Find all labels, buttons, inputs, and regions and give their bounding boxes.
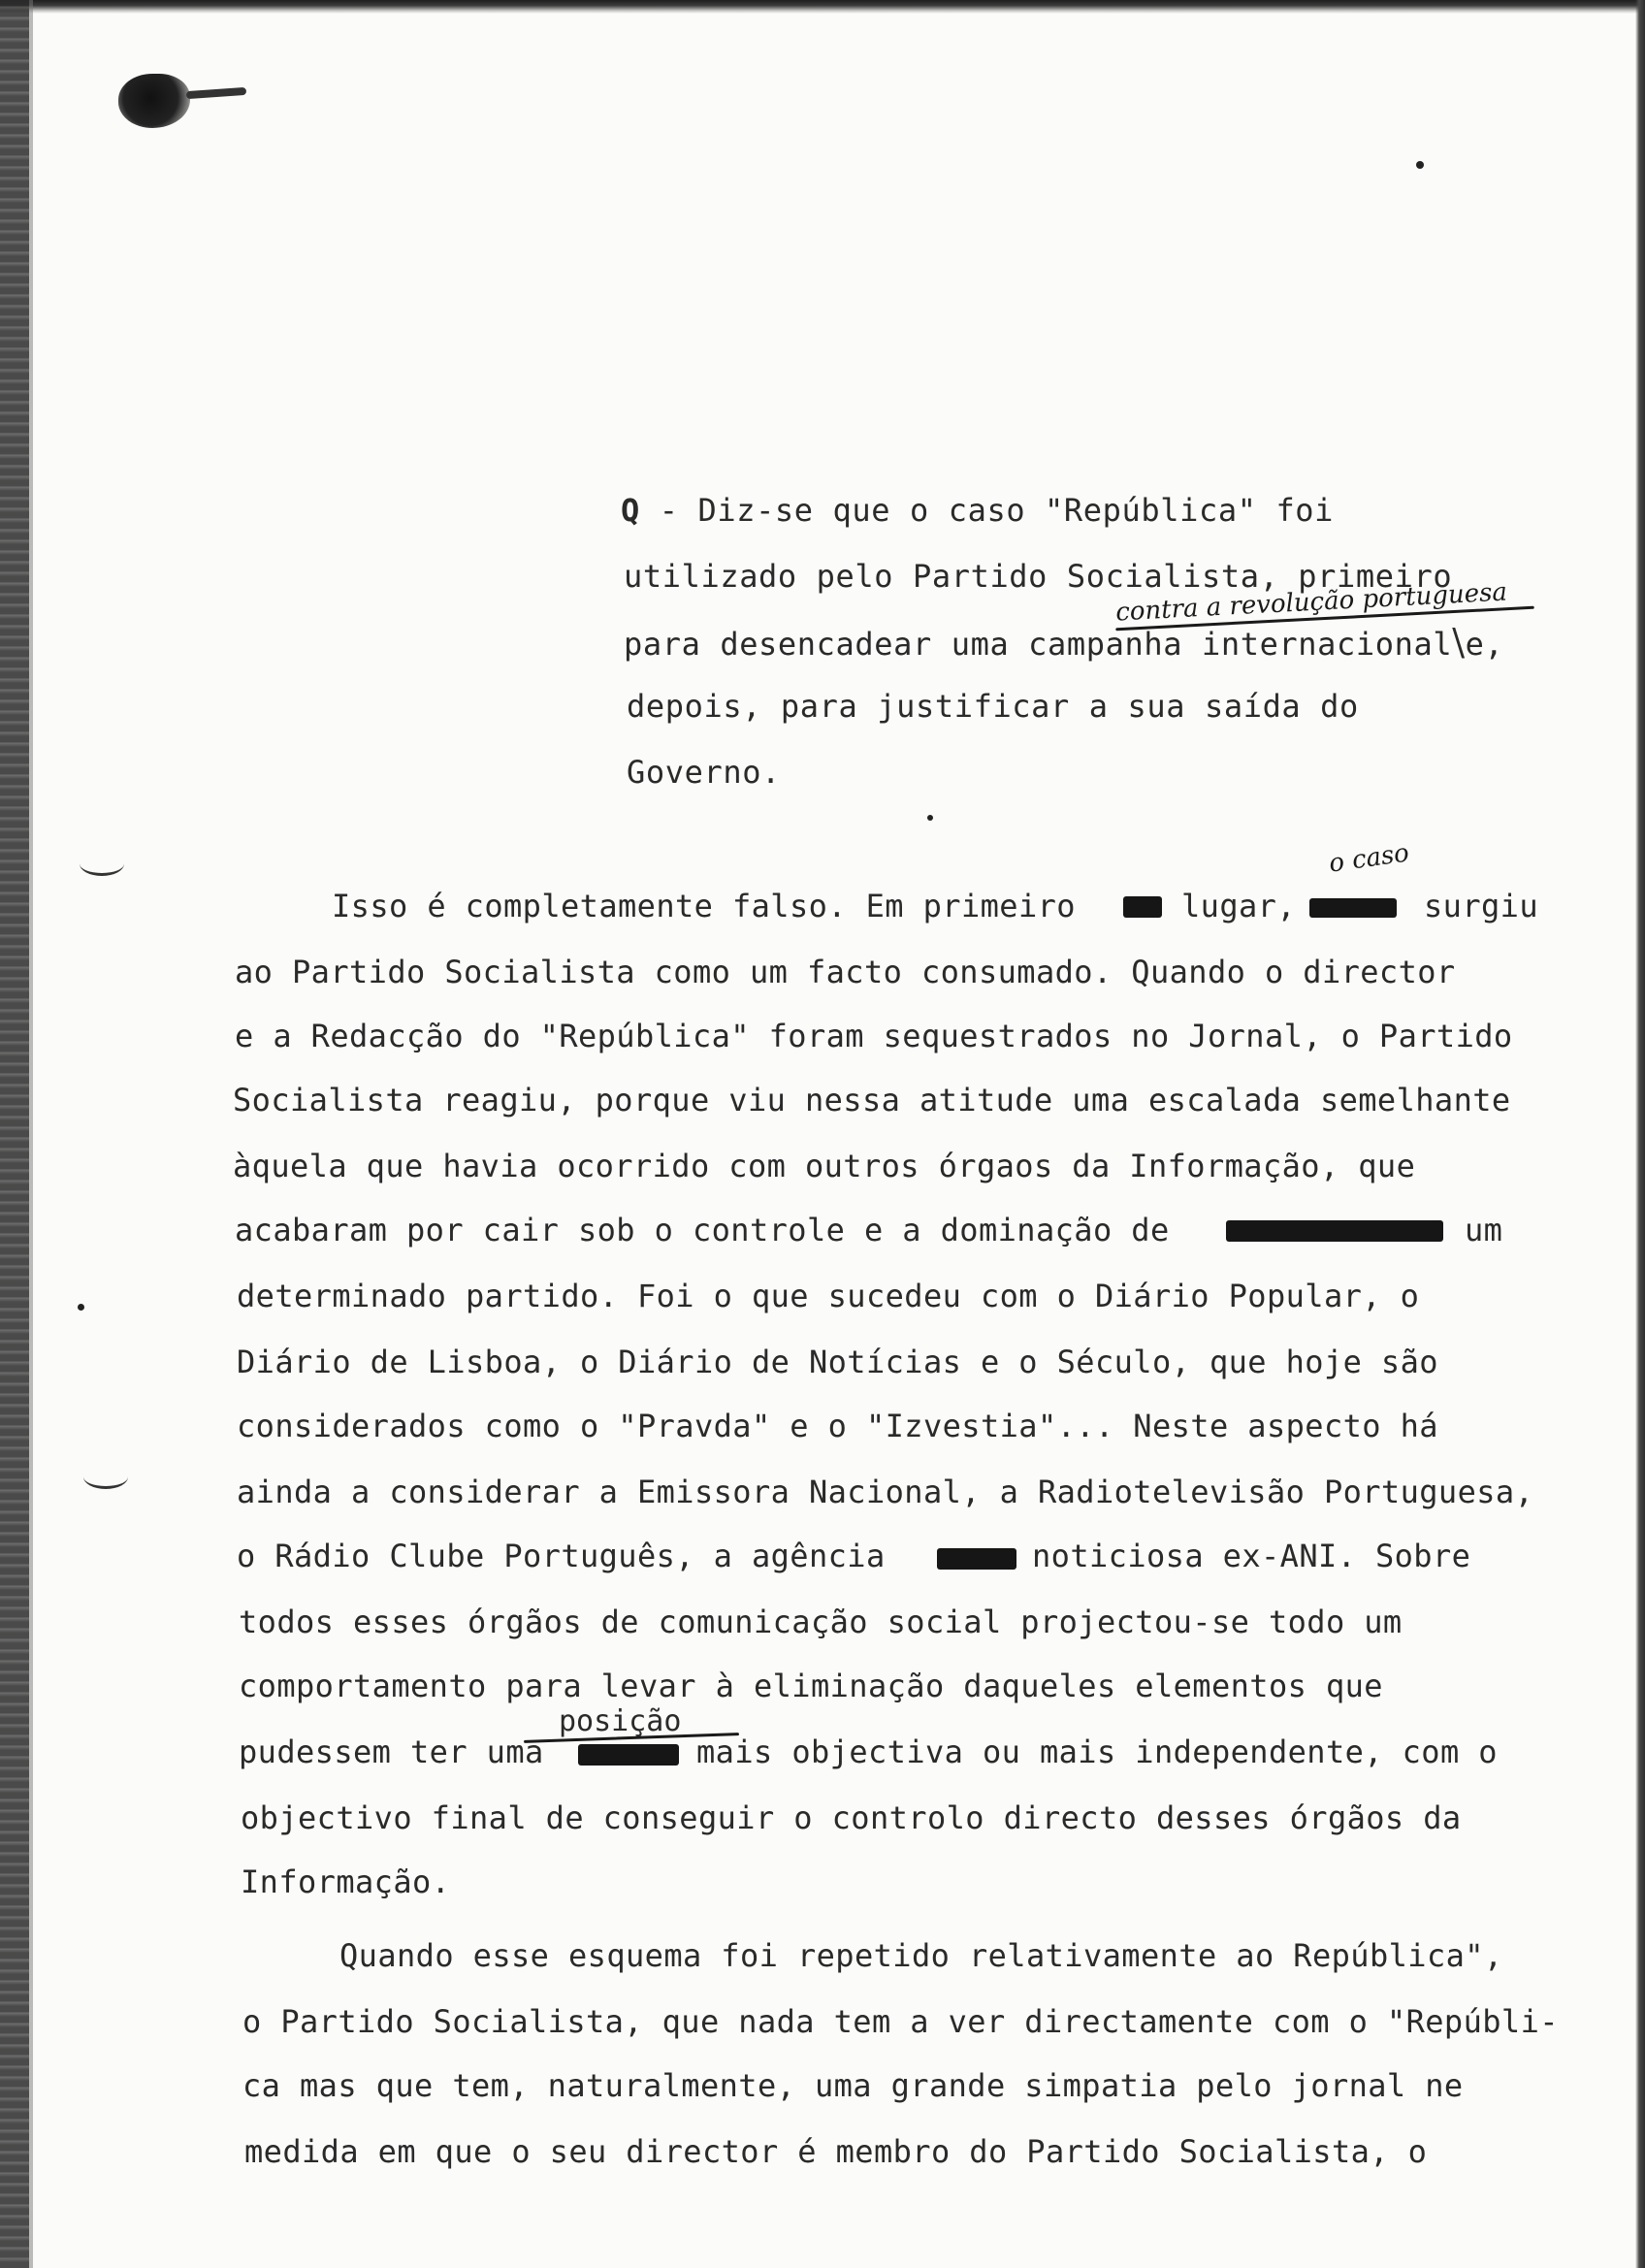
speck-mark xyxy=(1416,161,1424,169)
answer-line-1-end: surgiu xyxy=(1424,888,1538,924)
answer-p2-line-4: medida em que o seu director é membro do Partido Socialista, o xyxy=(244,2133,1428,2170)
ink-blot xyxy=(118,74,190,128)
answer-p2-line-2: o Partido Socialista, que nada tem a ver directamente com o "Repúbli- xyxy=(242,2003,1559,2040)
answer-line-3: e a Redacção do "República" foram sequestrados no Jornal, o Partido xyxy=(235,1018,1513,1054)
answer-p2-line-1: Quando esse esquema foi repetido relativamente ao República", xyxy=(339,1937,1503,1974)
answer-line-16: Informação. xyxy=(241,1863,451,1900)
scan-edge-right xyxy=(1635,0,1645,2268)
answer-line-2: ao Partido Socialista como um facto consumado. Quando o director xyxy=(235,954,1456,990)
typed-insertion: posição xyxy=(559,1704,682,1738)
question-line-5: Governo. xyxy=(627,754,781,791)
answer-line-14: pudessem ter uma xyxy=(239,1733,544,1770)
speck-mark xyxy=(927,815,933,821)
answer-line-14-end: mais objectiva ou mais independente, com o xyxy=(696,1733,1498,1770)
question-line-3: para desencadear uma campanha internacional\e, xyxy=(624,621,1504,664)
answer-line-6: acabaram por cair sob o controle e a dominação de xyxy=(235,1212,1170,1248)
handwritten-correction: o caso xyxy=(1327,838,1411,879)
answer-line-9: considerados como o "Pravda" e o "Izvestia"... Neste aspecto há xyxy=(237,1408,1438,1444)
scan-edge-left-shadow xyxy=(29,0,33,2268)
redaction-mark xyxy=(1123,896,1162,918)
question-line-4: depois, para justificar a sua saída do xyxy=(627,688,1359,725)
punch-hole-mark xyxy=(80,852,124,876)
answer-line-1-cont: lugar, xyxy=(1181,888,1296,924)
answer-line-10: ainda a considerar a Emissora Nacional, a Radiotelevisão Portuguesa, xyxy=(237,1474,1534,1510)
insertion-caret: \ xyxy=(1452,621,1466,664)
speck-mark xyxy=(78,1304,84,1311)
redaction-mark xyxy=(1309,898,1397,918)
answer-line-8: Diário de Lisboa, o Diário de Notícias e o Século, que hoje são xyxy=(237,1344,1438,1380)
punch-hole-mark xyxy=(83,1465,128,1489)
answer-line-11: o Rádio Clube Português, a agência xyxy=(237,1538,886,1574)
redaction-mark xyxy=(937,1548,1016,1570)
ink-blot-tail xyxy=(186,87,246,99)
handwritten-insertion: contra a revolução portuguesa xyxy=(1114,577,1508,628)
question-line-2: utilizado pelo Partido Socialista, primeiro xyxy=(624,558,1453,595)
answer-line-7: determinado partido. Foi o que sucedeu com o Diário Popular, o xyxy=(237,1278,1420,1314)
answer-line-5: àquela que havia ocorrido com outros órgaos da Informação, que xyxy=(233,1148,1416,1184)
answer-line-6-end: um xyxy=(1465,1212,1503,1248)
answer-line-11-end: noticiosa ex-ANI. Sobre xyxy=(1032,1538,1471,1574)
redaction-mark xyxy=(1226,1220,1443,1242)
answer-line-12: todos esses órgãos de comunicação social projectou-se todo um xyxy=(239,1604,1403,1640)
answer-line-13: comportamento para levar à eliminação daqueles elementos que xyxy=(239,1668,1383,1704)
question-line-1: Q - Diz-se que o caso "República" foi xyxy=(621,492,1335,529)
scan-edge-top xyxy=(0,0,1645,14)
redaction-mark xyxy=(578,1744,679,1766)
answer-line-15: objectivo final de conseguir o controlo directo desses órgãos da xyxy=(241,1799,1462,1836)
answer-line-4: Socialista reagiu, porque viu nessa atitude uma escalada semelhante xyxy=(233,1082,1511,1118)
scan-edge-left xyxy=(0,0,29,2268)
answer-p2-line-3: ca mas que tem, naturalmente, uma grande simpatia pelo jornal ne xyxy=(242,2067,1464,2104)
answer-line-1: Isso é completamente falso. Em primeiro xyxy=(332,888,1076,924)
question-label: Q xyxy=(621,492,640,529)
